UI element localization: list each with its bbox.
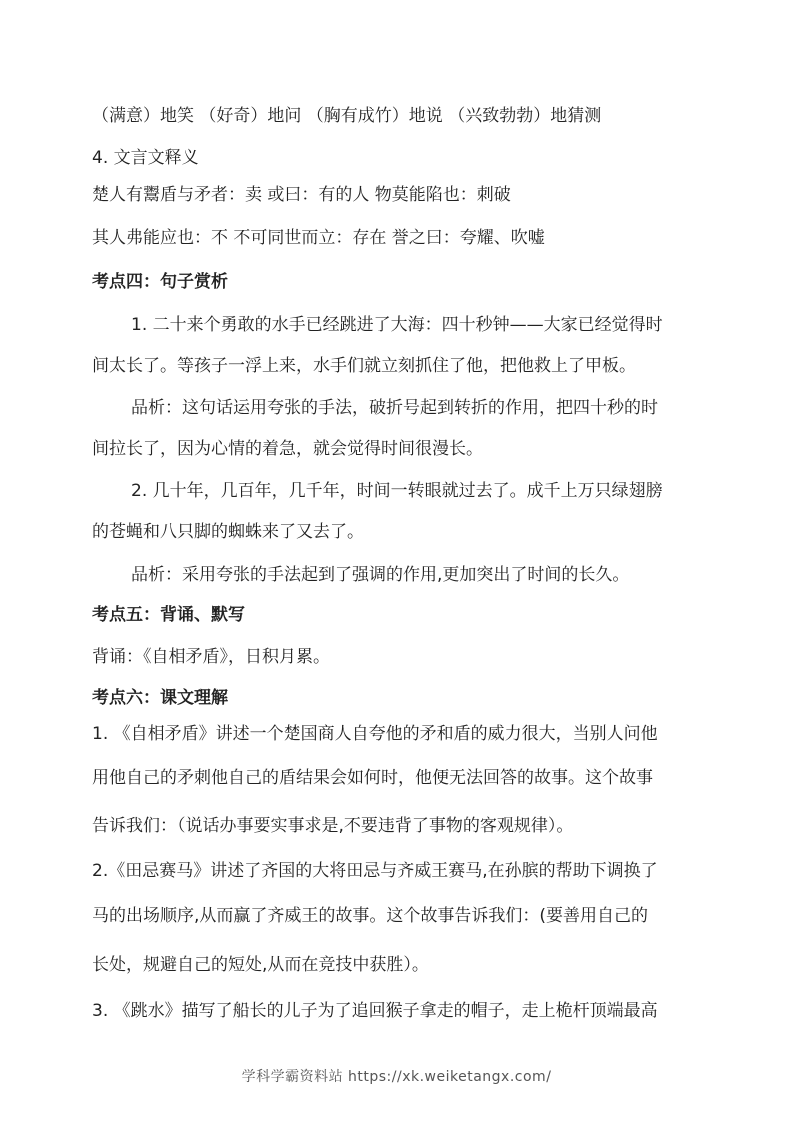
text-line: 其人弗能应也：不 不可同世而立：存在 誉之曰：夸耀、吹嘘 <box>92 228 545 248</box>
text-line: （满意）地笑 （好奇）地问 （胸有成竹）地说 （兴致勃勃）地猜测 <box>92 106 602 126</box>
text-line: 用他自己的矛刺他自己的盾结果会如何时，他便无法回答的故事。这个故事 <box>92 768 653 788</box>
text-line: 马的出场顺序,从而赢了齐威王的故事。这个故事告诉我们：(要善用自己的 <box>92 906 649 926</box>
text-line: 间拉长了，因为心情的着急，就会觉得时间很漫长。 <box>92 439 483 459</box>
text-line: 告诉我们：（说话办事要实事求是,不要违背了事物的客观规律）。 <box>92 816 574 836</box>
text-line: 品析：采用夸张的手法起到了强调的作用,更加突出了时间的长久。 <box>131 565 630 585</box>
text-line: 2.《田忌赛马》讲述了齐国的大将田忌与齐威王赛马,在孙膑的帮助下调换了 <box>92 861 658 881</box>
page-footer: 学科学霸资料站 https://xk.weiketangx.com/ <box>241 1069 552 1085</box>
text-line: 的苍蝇和八只脚的蜘蛛来了又去了。 <box>92 522 364 542</box>
text-line: 楚人有鬻盾与矛者：卖 或曰：有的人 物莫能陷也：刺破 <box>92 185 511 205</box>
text-line: 间太长了。等孩子一浮上来，水手们就立刻抓住了他，把他救上了甲板。 <box>92 356 636 376</box>
text-line: 背诵：《自相矛盾》，日积月累。 <box>92 647 330 667</box>
text-line: 长处，规避自己的短处,从而在竞技中获胜）。 <box>92 955 429 975</box>
section-heading: 考点五：背诵、默写 <box>92 605 245 625</box>
text-line: 1. 二十来个勇敢的水手已经跳进了大海：四十秒钟——大家已经觉得时 <box>131 315 663 335</box>
text-line: 品析：这句话运用夸张的手法，破折号起到转折的作用，把四十秒的时 <box>131 398 658 418</box>
text-line: 3. 《跳水》描写了船长的儿子为了追回猴子拿走的帽子，走上桅杆顶端最高 <box>92 1001 658 1021</box>
text-line: 4. 文言文释义 <box>92 148 199 168</box>
section-heading: 考点四：句子赏析 <box>92 272 228 292</box>
text-line: 1. 《自相矛盾》讲述一个楚国商人自夸他的矛和盾的威力很大，当别人问他 <box>92 724 658 744</box>
section-heading: 考点六：课文理解 <box>92 688 228 708</box>
text-line: 2. 几十年，几百年，几千年，时间一转眼就过去了。成千上万只绿翅膀 <box>131 481 663 501</box>
